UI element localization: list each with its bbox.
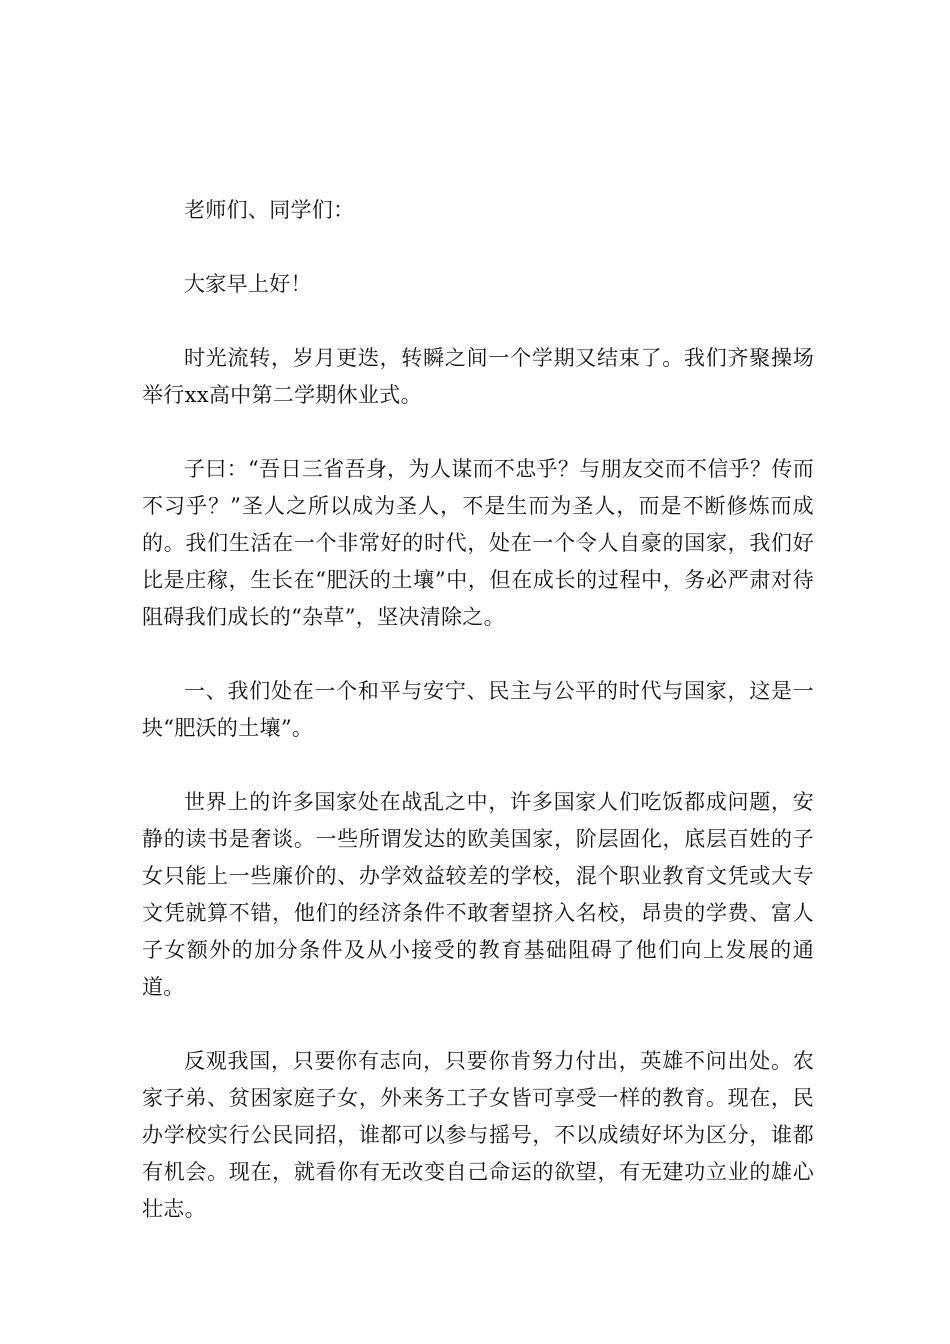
paragraph-opening: 时光流转，岁月更迭，转瞬之间一个学期又结束了。我们齐聚操场举行xx高中第二学期休业式。	[142, 346, 814, 407]
section-heading-one: 一、我们处在一个和平与安宁、民主与公平的时代与国家，这是一块“肥沃的土壤”。	[142, 679, 814, 740]
salutation: 老师们、同学们：	[184, 198, 355, 222]
paragraph-china: 反观我国，只要你有志向，只要你肯努力付出，英雄不问出处。农家子弟、贫困家庭子女，外来务工子女皆可享受一样的教育。现在，民办学校实行公民同招，谁都可以参与摇号，不以成绩好坏为区分，谁都有机会。现在，就看你有无改变自己命运的欲望，有无建功立业的雄心壮志。	[142, 1049, 814, 1221]
paragraph-world: 世界上的许多国家处在战乱之中，许多国家人们吃饭都成问题，安静的读书是奢谈。一些所谓发达的欧美国家，阶层固化，底层百姓的子女只能上一些廉价的、办学效益较差的学校，混个职业教育文凭或大专文凭就算不错，他们的经济条件不敢奢望挤入名校，昂贵的学费、富人子女额外的加分条件及从小接受的教育基础阻碍了他们向上发展的通道。	[142, 790, 814, 999]
document-body	[142, 192, 814, 1265]
paragraph-confucius-quote: 子曰：“吾日三省吾身，为人谋而不忠乎？与朋友交而不信乎？传而不习乎？”圣人之所以成为圣人，不是生而为圣人，而是不断修炼而成的。我们生活在一个非常好的时代，处在一个令人自豪的国家，我们好比是庄稼，生长在“肥沃的土壤”中，但在成长的过程中，务必严肃对待阻碍我们成长的“杂草”，坚决清除之。	[142, 457, 814, 629]
greeting: 大家早上好！	[184, 272, 312, 296]
